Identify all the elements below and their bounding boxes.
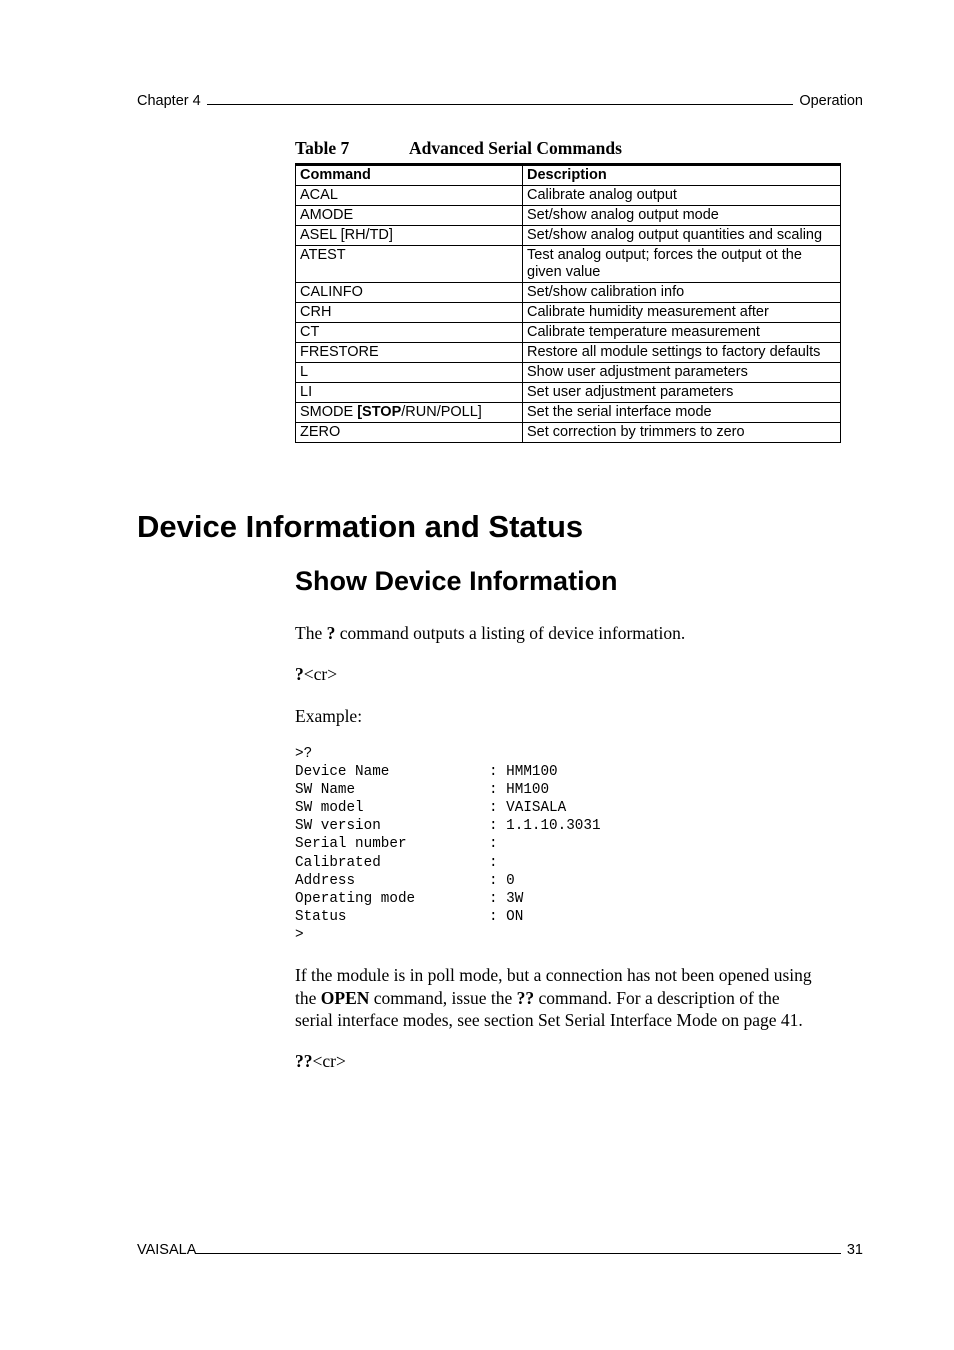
example-output	[295, 745, 601, 944]
info-value: :	[489, 854, 498, 871]
info-line	[295, 835, 601, 853]
subsection-heading: Show Device Information	[295, 566, 618, 596]
info-line	[295, 817, 601, 835]
info-value: : VAISALA	[489, 800, 567, 817]
section-heading: Device Information and Status	[137, 509, 584, 544]
page-footer	[137, 1240, 863, 1258]
info-value: : 1.1.10.3031	[489, 818, 601, 835]
info-key: SW version	[295, 818, 381, 835]
info-value: : ON	[489, 908, 524, 925]
description-cell: Calibrate temperature measurement	[523, 323, 841, 343]
command-syntax	[295, 663, 337, 686]
info-value: : 0	[489, 872, 515, 889]
command-cell: ATEST	[296, 246, 523, 283]
header-rule	[207, 104, 794, 105]
info-line	[295, 872, 601, 890]
description-cell: Set user adjustment parameters	[523, 383, 841, 403]
description-cell: Set/show analog output quantities and scaling	[523, 226, 841, 246]
intro-paragraph	[295, 622, 685, 645]
info-key: SW model	[295, 800, 364, 817]
poll-text: command, issue the	[369, 987, 517, 1008]
info-line	[295, 890, 601, 908]
info-key: Status	[295, 908, 347, 925]
chapter-label: Chapter 4	[137, 93, 201, 109]
command-cell: AMODE	[296, 206, 523, 226]
open-command: OPEN	[320, 987, 370, 1008]
intro-text: The	[295, 623, 327, 643]
description-cell: Show user adjustment parameters	[523, 363, 841, 383]
page-header	[137, 91, 863, 109]
commands-table	[295, 163, 841, 443]
footer-rule	[196, 1253, 840, 1254]
table-row	[296, 186, 841, 206]
info-key: Serial number	[295, 836, 407, 853]
info-value: : 3W	[489, 890, 524, 907]
description-cell: Calibrate humidity measurement after	[523, 303, 841, 323]
info-line	[295, 854, 601, 872]
column-header-command: Command	[296, 165, 523, 186]
command-cell: CRH	[296, 303, 523, 323]
poll-line-2	[295, 987, 812, 1010]
description-cell: Set correction by trimmers to zero	[523, 423, 841, 443]
poll-line-1: If the module is in poll mode, but a connection has not been opened using	[295, 965, 812, 985]
command-cell: CALINFO	[296, 283, 523, 303]
info-line	[295, 908, 601, 926]
command-cell: L	[296, 363, 523, 383]
table-row	[296, 403, 841, 423]
table-row	[296, 226, 841, 246]
command-cell: ACAL	[296, 186, 523, 206]
poll-text: the	[295, 987, 321, 1008]
command-terminator: <cr>	[312, 1051, 346, 1071]
company-name: VAISALA	[137, 1242, 197, 1258]
command-terminator: <cr>	[303, 664, 338, 684]
command-name: SMODE	[300, 404, 358, 420]
poll-text: command. For a description of the	[534, 987, 780, 1008]
column-header-description: Description	[523, 165, 841, 186]
table-row	[296, 363, 841, 383]
description-cell: Calibrate analog output	[523, 186, 841, 206]
page-number: 31	[846, 1242, 863, 1258]
command-cell: FRESTORE	[296, 343, 523, 363]
info-line	[295, 799, 601, 817]
example-label: Example:	[295, 706, 363, 726]
intro-text-end: command outputs a listing of device information.	[335, 623, 686, 643]
prompt-line: >	[295, 926, 304, 943]
command-cell	[296, 403, 523, 423]
command-cell: ZERO	[296, 423, 523, 443]
description-cell: Restore all module settings to factory defaults	[523, 343, 841, 363]
table-number: Table 7	[295, 138, 350, 158]
table-caption	[295, 138, 622, 159]
table-row	[296, 423, 841, 443]
command-cell: LI	[296, 383, 523, 403]
info-key: Address	[295, 872, 356, 889]
info-key: Calibrated	[295, 854, 381, 871]
double-question-command: ??	[516, 987, 535, 1008]
description-cell: Test analog output; forces the output ot the given value	[523, 246, 841, 283]
info-key: SW Name	[295, 782, 356, 799]
info-value: : HM100	[489, 782, 550, 799]
table-row	[296, 303, 841, 323]
command-default-option: [STOP	[357, 404, 402, 420]
description-cell: Set/show analog output mode	[523, 206, 841, 226]
description-cell: Set/show calibration info	[523, 283, 841, 303]
section-label: Operation	[799, 93, 863, 109]
table-row	[296, 283, 841, 303]
table-title: Advanced Serial Commands	[409, 138, 622, 158]
command-cell: ASEL [RH/TD]	[296, 226, 523, 246]
command-symbol: ?	[295, 664, 304, 684]
table-row	[296, 246, 841, 283]
info-key: Operating mode	[295, 890, 416, 907]
command-syntax-2	[295, 1050, 346, 1073]
info-line	[295, 781, 601, 799]
command-cell: CT	[296, 323, 523, 343]
table-row	[296, 323, 841, 343]
poll-line-3: serial interface modes, see section Set Serial Interface Mode on page 41.	[295, 1010, 803, 1030]
command-other-options: /RUN/POLL]	[401, 404, 482, 420]
command-symbol: ??	[295, 1051, 313, 1071]
info-value: :	[489, 836, 498, 853]
prompt-line: >?	[295, 746, 313, 762]
poll-mode-paragraph	[295, 964, 812, 1032]
info-key: Device Name	[295, 764, 390, 781]
table-row	[296, 383, 841, 403]
info-line	[295, 763, 601, 781]
info-value: : HMM100	[489, 764, 558, 781]
table-header-row	[296, 165, 841, 186]
intro-command: ?	[326, 623, 336, 643]
table-row	[296, 343, 841, 363]
description-cell: Set the serial interface mode	[523, 403, 841, 423]
table-row	[296, 206, 841, 226]
